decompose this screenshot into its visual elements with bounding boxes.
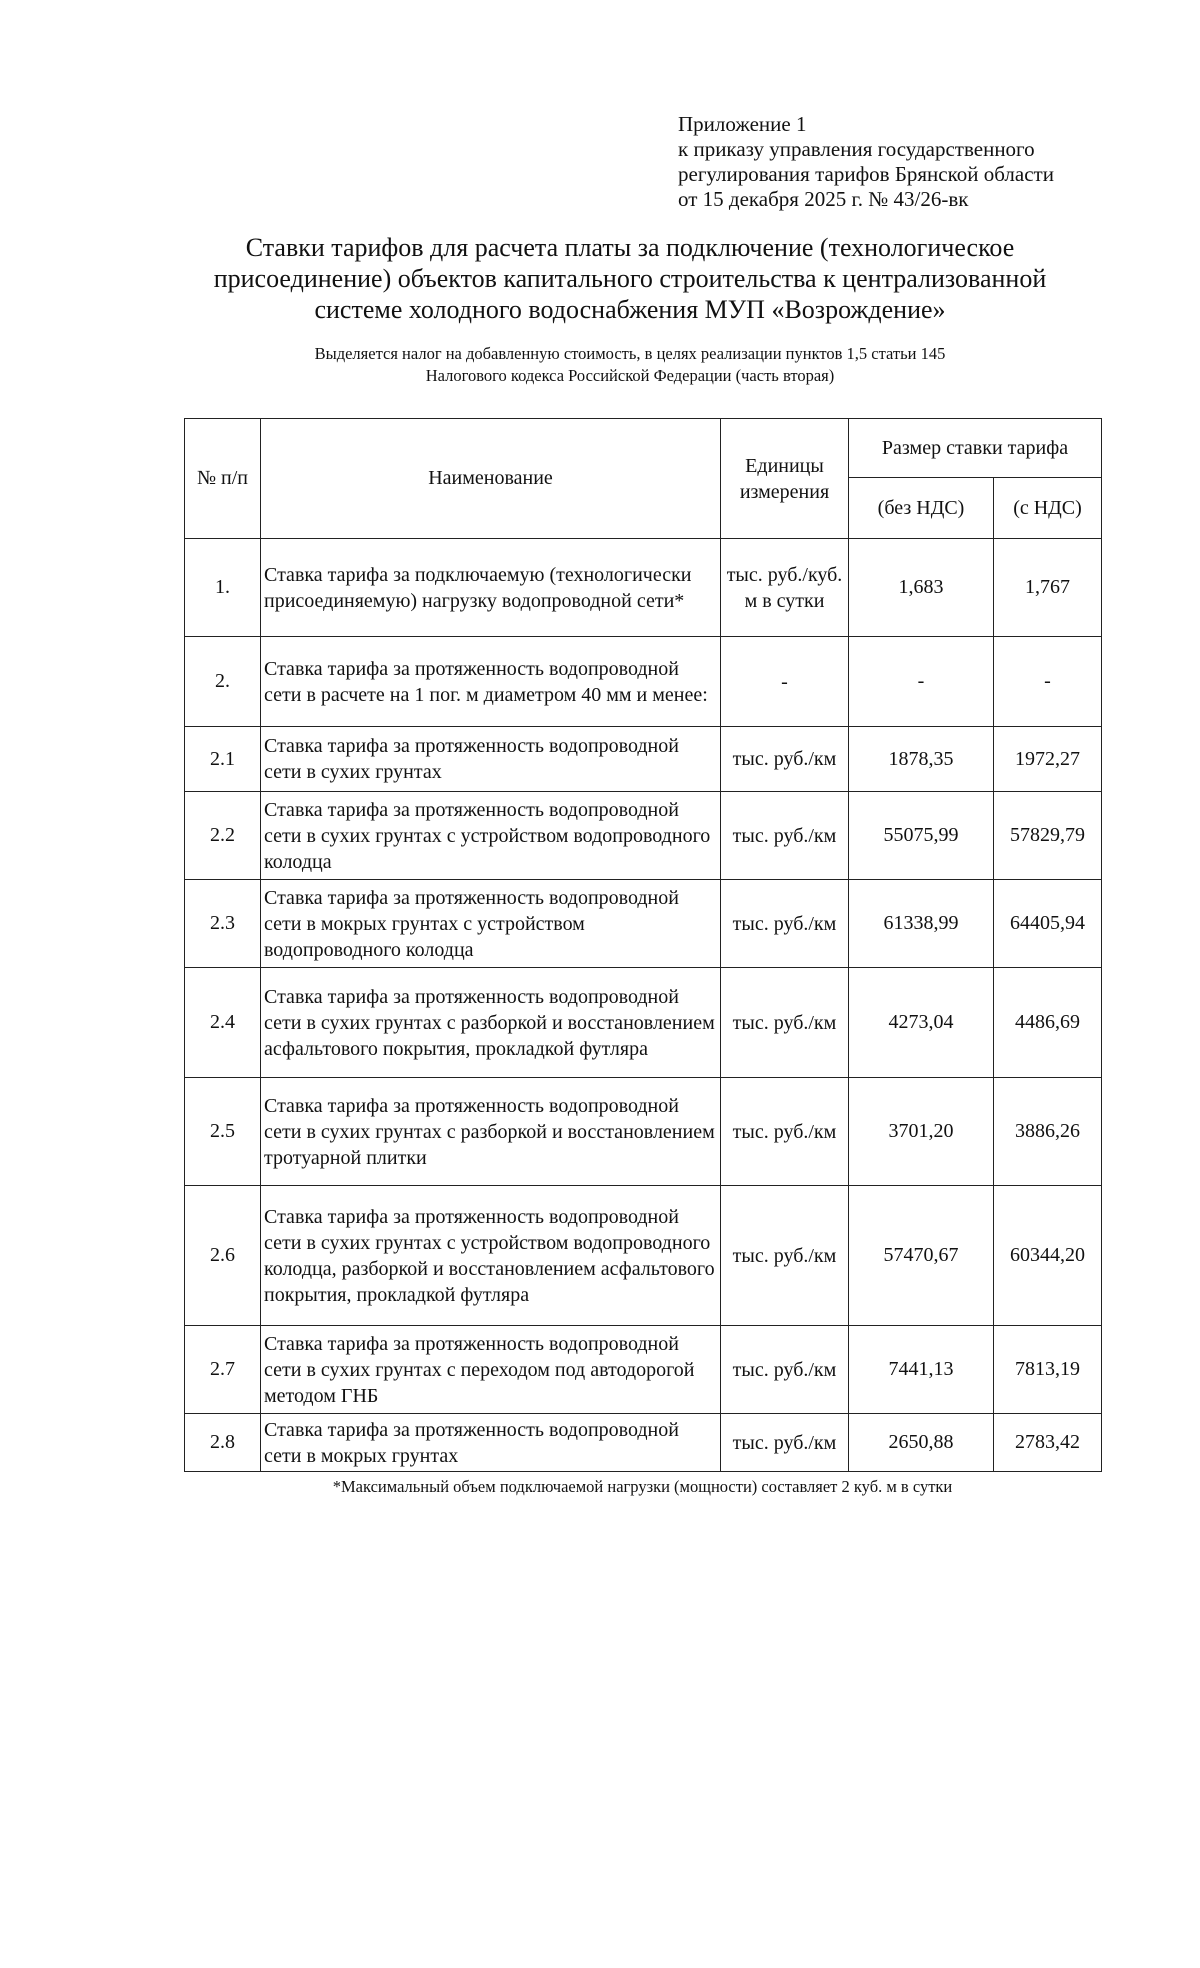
header-tariff-size: Размер ставки тарифа xyxy=(849,419,1102,478)
row-unit: тыс. руб./км xyxy=(721,1186,849,1326)
tariff-table xyxy=(184,418,1102,1472)
row-name: Ставка тарифа за протяженность водопроводной сети в сухих грунтах с переходом под автодорогой методом ГНБ xyxy=(261,1326,721,1414)
vat-note-line: Налогового кодекса Российской Федерации (часть вторая) xyxy=(425,366,835,385)
table-row xyxy=(185,1186,1102,1326)
row-number: 2.1 xyxy=(185,727,261,792)
table-row xyxy=(185,637,1102,727)
document-title xyxy=(200,232,1060,325)
header-without-vat: (без НДС) xyxy=(849,478,994,539)
row-number: 2.4 xyxy=(185,968,261,1078)
title-line: присоединение) объектов капитального строительства к централизованной xyxy=(213,264,1047,293)
row-number: 2.5 xyxy=(185,1078,261,1186)
table-row xyxy=(185,727,1102,792)
vat-note-line: Выделяется налог на добавленную стоимость, в целях реализации пунктов 1,5 статьи 145 xyxy=(314,344,946,363)
table-row xyxy=(185,968,1102,1078)
row-unit: тыс. руб./км xyxy=(721,1414,849,1472)
row-unit: тыс. руб./куб. м в сутки xyxy=(721,539,849,637)
row-name: Ставка тарифа за протяженность водопроводной сети в сухих грунтах с разборкой и восстановлением тротуарной плитки xyxy=(261,1078,721,1186)
row-number: 2.3 xyxy=(185,880,261,968)
table-row xyxy=(185,1326,1102,1414)
row-value-with-vat: - xyxy=(994,637,1102,727)
row-unit: тыс. руб./км xyxy=(721,968,849,1078)
row-number: 2.2 xyxy=(185,792,261,880)
appendix-line: регулирования тарифов Брянской области xyxy=(678,162,1054,186)
row-value-with-vat: 7813,19 xyxy=(994,1326,1102,1414)
title-line: системе холодного водоснабжения МУП «Возрождение» xyxy=(314,295,946,324)
table-row xyxy=(185,1414,1102,1472)
table-row xyxy=(185,1078,1102,1186)
row-value-without-vat: - xyxy=(849,637,994,727)
row-unit: тыс. руб./км xyxy=(721,1078,849,1186)
row-number: 1. xyxy=(185,539,261,637)
row-number: 2.8 xyxy=(185,1414,261,1472)
appendix-header xyxy=(678,112,1098,212)
header-no: № п/п xyxy=(185,419,261,539)
header-with-vat: (с НДС) xyxy=(994,478,1102,539)
row-number: 2. xyxy=(185,637,261,727)
row-value-with-vat: 57829,79 xyxy=(994,792,1102,880)
row-name: Ставка тарифа за протяженность водопроводной сети в сухих грунтах с устройством водопроводного колодца, разборкой и восстановлением асфальтового покрытия, прокладкой футляра xyxy=(261,1186,721,1326)
row-value-without-vat: 61338,99 xyxy=(849,880,994,968)
row-value-without-vat: 55075,99 xyxy=(849,792,994,880)
row-unit: тыс. руб./км xyxy=(721,727,849,792)
row-unit: тыс. руб./км xyxy=(721,792,849,880)
appendix-line: к приказу управления государственного xyxy=(678,137,1035,161)
row-value-with-vat: 4486,69 xyxy=(994,968,1102,1078)
row-value-without-vat: 2650,88 xyxy=(849,1414,994,1472)
table-row xyxy=(185,880,1102,968)
vat-note xyxy=(200,343,1060,387)
table-footnote: *Максимальный объем подключаемой нагрузки (мощности) составляет 2 куб. м в сутки xyxy=(332,1477,953,1496)
row-number: 2.7 xyxy=(185,1326,261,1414)
row-value-without-vat: 7441,13 xyxy=(849,1326,994,1414)
row-name: Ставка тарифа за протяженность водопроводной сети в расчете на 1 пог. м диаметром 40 мм и менее: xyxy=(261,637,721,727)
row-value-without-vat: 1,683 xyxy=(849,539,994,637)
row-value-without-vat: 3701,20 xyxy=(849,1078,994,1186)
appendix-line: Приложение 1 xyxy=(678,112,807,136)
row-value-with-vat: 1972,27 xyxy=(994,727,1102,792)
row-value-without-vat: 57470,67 xyxy=(849,1186,994,1326)
row-name: Ставка тарифа за протяженность водопроводной сети в сухих грунтах xyxy=(261,727,721,792)
row-name: Ставка тарифа за подключаемую (технологически присоединяемую) нагрузку водопроводной сети* xyxy=(261,539,721,637)
row-number: 2.6 xyxy=(185,1186,261,1326)
row-name: Ставка тарифа за протяженность водопроводной сети в мокрых грунтах xyxy=(261,1414,721,1472)
row-name: Ставка тарифа за протяженность водопроводной сети в мокрых грунтах с устройством водопроводного колодца xyxy=(261,880,721,968)
table-row xyxy=(185,539,1102,637)
row-unit: тыс. руб./км xyxy=(721,880,849,968)
table-row xyxy=(185,792,1102,880)
header-name: Наименование xyxy=(261,419,721,539)
row-name: Ставка тарифа за протяженность водопроводной сети в сухих грунтах с разборкой и восстановлением асфальтового покрытия, прокладкой футляра xyxy=(261,968,721,1078)
row-value-with-vat: 3886,26 xyxy=(994,1078,1102,1186)
row-value-without-vat: 4273,04 xyxy=(849,968,994,1078)
row-value-with-vat: 2783,42 xyxy=(994,1414,1102,1472)
row-name: Ставка тарифа за протяженность водопроводной сети в сухих грунтах с устройством водопроводного колодца xyxy=(261,792,721,880)
row-unit: - xyxy=(721,637,849,727)
row-unit: тыс. руб./км xyxy=(721,1326,849,1414)
header-unit: Единицы измерения xyxy=(721,419,849,539)
row-value-with-vat: 1,767 xyxy=(994,539,1102,637)
row-value-without-vat: 1878,35 xyxy=(849,727,994,792)
appendix-line: от 15 декабря 2025 г. № 43/26-вк xyxy=(678,187,969,211)
title-line: Ставки тарифов для расчета платы за подключение (технологическое xyxy=(245,233,1015,262)
row-value-with-vat: 64405,94 xyxy=(994,880,1102,968)
row-value-with-vat: 60344,20 xyxy=(994,1186,1102,1326)
